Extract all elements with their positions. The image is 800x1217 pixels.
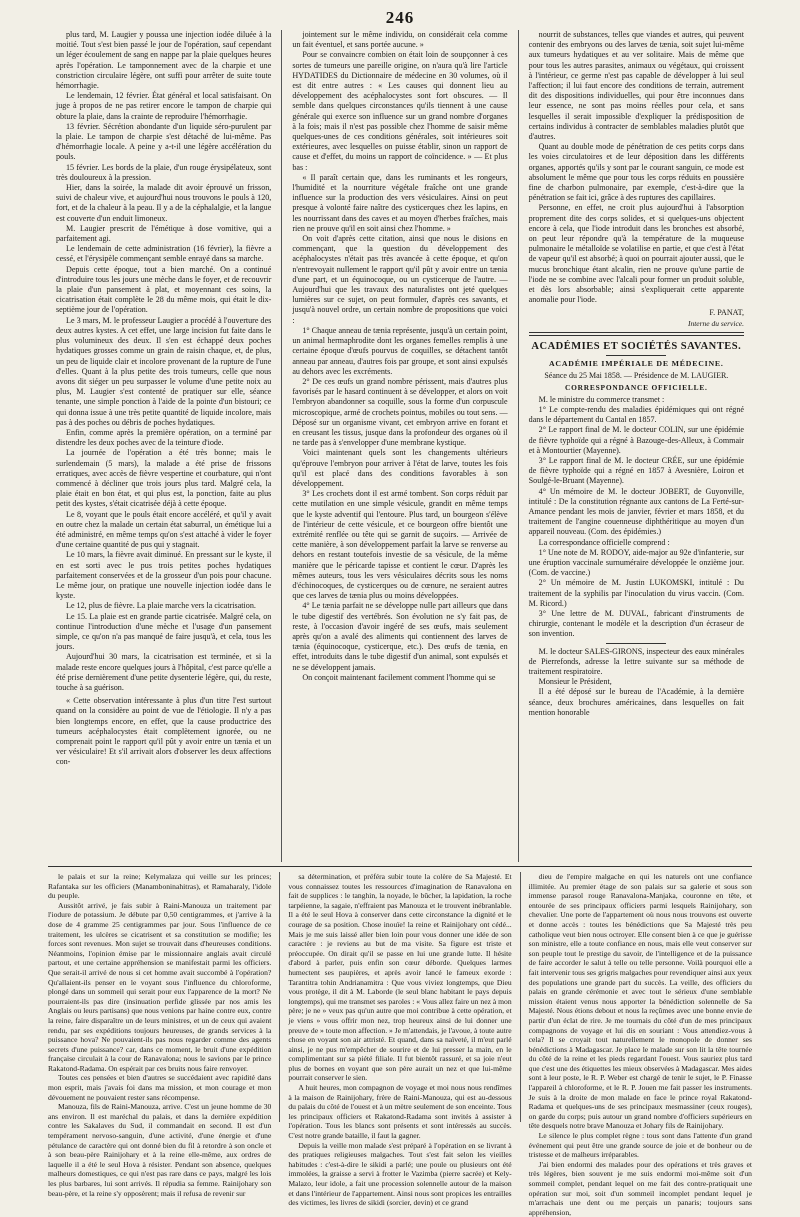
paragraph: Enfin, comme après la première opération, on a terminé par distendre les deux poches avec de la teinture d'iode. <box>56 427 272 448</box>
paragraph: « Cette observation intéressante à plus d'un titre l'est surtout quand on la considère au point de vue de l'étiologie. Il n'y a pas bien longtemps encore, en effet, que la cause productrice des tumeurs acéphalocystes était complètement ignorée, ou ne comprenait point le rapport qu'il pût y avoir entre un tænia et un ver vésiculaire! Et s'il arrivait alors d'observer les deux affections con- <box>56 696 272 767</box>
paragraph: Depuis la veille mon malade s'est préparé à l'opération en se livrant à des pratiques religieuses malgaches. Tout s'est fait selon les vieilles habitudes : c'est-à-dire le sikidi a parlé; une poule ou plusieurs ont été immolées, la graisse a servi à frotter le Vazimba (pierre sacrée) et Kely-Malazo, leur idole, a fait une procession solennelle autour de la maison et dans l'intérieur de l'appartement. Ainsi nous sont propices les entrailles des victimes, les livres de sikidi (sorcier, devin) et ce grand <box>288 1140 512 1208</box>
paragraph: J'ai bien endormi des malades pour des opérations et très graves et très légères, bien souvent je me suis endormi moi-même soit d'un sommeil complet, pendant lequel on me fait des contre-pratiquait une opération sur moi, soit d'un sommeil incomplet pendant lequel je m'arrachais une dent ou me perçais un panaris; toujours sans appréhension, <box>528 1159 752 1217</box>
paragraph: « Il paraît certain que, dans les ruminants et les rongeurs, l'humidité et la nourriture végétale fraîche ont une grande influence sur la production des vers vésiculaires. Ainsi on peut presque à volonté faire naître des cysticerques chez les lapins, en les nourrissant dans des caves et au moyen d'herbes fraîches, mais rien ne prouve qu'il en soit ainsi chez l'homme. » <box>292 172 508 233</box>
article-top <box>56 30 744 862</box>
section-title: ACADÉMIES ET SOCIÉTÉS SAVANTES. <box>531 340 742 352</box>
paragraph: 2° Un mémoire de M. Justin LUKOMSKI, intitulé : Du traitement de la syphilis par l'inoculation du virus vaccin. (Com. M. Ricord.) <box>528 578 744 608</box>
paragraph: M. le ministre du commerce transmet : <box>538 394 665 404</box>
column-divider <box>281 30 282 862</box>
paragraph: Le 3 mars, M. le professeur Laugier a procédé à l'ouverture des deux autres kystes. A cet effet, une large incision fut faite dans le plus volumineux des deux. Il s'en est échappé deux poches hydatiques grosses comme un grain de raisin chaque, et, de plus, un peu de liquide clair et incolore provenant de la rupture de l'une d'elles. Quant à la plus petite des trois tumeurs, celle que nous avons dit siéger un peu surpasser le volume d'une petite noix au plus, M. Laugier s'est contenté de pratiquer sur elle, séance tenante, une simple ponction à l'aide de la pointe d'un bistouri; ce qui donna issue à une très petite quantité de liquide incolore, mais pas à des poches ou débris de poches hydatiques. <box>56 315 272 427</box>
paragraph: Il a été déposé sur le bureau de l'Académie, à la dernière séance, deux brochures américaines, dans lesquelles on fait mention honorable <box>528 687 744 717</box>
paragraph: plus tard, M. Laugier y poussa une injection iodée diluée à la moitié. Tout s'est bien passé le jour de l'opération, sauf cependant un léger écoulement de sang en nappe par la plaie quelques heures après l'opération. Le tamponnement avec de la charpie et une constriction circulaire légère, ont suffi pour arrêter de suite toute hémorrhagie. <box>56 30 272 91</box>
bottom-column-2 <box>288 872 512 1208</box>
column-3 <box>529 30 744 862</box>
paragraph: 2° De ces œufs un grand nombre périssent, mais d'autres plus favorisés par le hasard continuent à se développer, et alors on voit l'embryon abandonner sa coquille, sous la forme d'un corpuscule microscopique, armé de crochets pointus, mobiles ou tout sens. — Déposé sur un organisme vivant, cet embryon arrive en forant et en creusant les tissus, jusque dans la profondeur des organes où il ne tarde pas à s'envelopper d'une membrane kystique. <box>292 376 508 448</box>
paragraph: Voici maintenant quels sont les changements ultérieurs qu'éprouve l'embryon pour arriver à l'état de larve, toutes les fois qu'il est placé dans des conditions favorables à son développement. <box>292 448 508 488</box>
paragraph: M. le docteur SALES-GIRONS, inspecteur des eaux minérales de Pierrefonds, adresse la lettre suivante sur sa méthode de traitement respiratoire. <box>528 646 744 676</box>
paragraph: Le 12, plus de fièvre. La plaie marche vers la cicatrisation. <box>66 601 256 611</box>
paragraph: M. Laugier prescrit de l'émétique à dose vomitive, qui a parfaitement agi. <box>56 223 272 244</box>
paragraph: 13 février. Sécrétion abondante d'un liquide séro-purulent par la plaie. Le tampon de charpie s'est détaché de lui-même. Pas d'hémorrhagie locale. A peine y a-t-il une légère accélération du pouls. <box>56 121 272 162</box>
paragraph: 1° Une note de M. RODOY, aide-major au 92e d'infanterie, sur une éruption vaccinale surnuméraire développée le onzième jour. (Com. de vaccine.) <box>528 547 744 578</box>
paragraph: Manouza, fils de Raini-Manouza, arrive. C'est un jeune homme de 30 ans environ. Il est maréchal du palais, et dans la dernière expédition contre les Sakalaves du Sud, il commandait en second. Il est d'un tempérament nervoso-sanguin, d'une activité, d'une énergie et d'une pétulance de caractère qui ont donné bien du fil à retordre à son oncle et à son beau-père Rainijohary et à la reine elle-même, aux ordres de laquelle il a été le seul Hova à résister. Pendant son absence, quelques malheurs domestiques, ce qui n'est pas rare dans ce pays, malgré les lois les plus barbares, lui sont arrivés. Il répudia sa femme. Rainijohary son beau-père, et la reine s'y opposèrent; mais il refusa de revenir sur <box>48 1102 272 1198</box>
paragraph: le palais et sur la reine; Kelymalaza qui veille sur les princes; Rafantaka sur les officiers (Manamboninahitras), et Ramaharaly, l'idole du peuple. <box>48 872 272 901</box>
paragraph: Le 15. La plaie est en grande partie cicatrisée. Malgré cela, on continue l'introduction d'une mèche et l'usage d'un pansement simple, ce qu'on n'a pas manqué de faire jusqu'à, et cela, tous les jours. <box>56 611 272 652</box>
column-divider <box>279 872 280 1122</box>
session-line: Séance du 25 Mai 1858. — Présidence de M. LAUGIER. <box>544 370 729 380</box>
academy-name: ACADÉMIE IMPÉRIALE DE MÉDECINE. <box>548 358 724 368</box>
horizontal-divider <box>48 866 752 867</box>
paragraph: Le 10 mars, la fièvre avait diminué. En pressant sur le kyste, il en est sorti avec le pus trois petites poches hydatiques parfaitement conservées et de la grosseur d'un pois pour chacune. Le même jour, on pratique une nouvelle injection iodée dans le kyste. <box>56 550 272 601</box>
short-rule <box>606 643 666 644</box>
paragraph: Quant au double mode de pénétration de ces petits corps dans les voies circulatoires et de leur déposition dans les différents organes, apportés qu'ils y sont par le courant sanguin, ce mode est absolument le même que pour tous les corps réduits en poussière fine de charbon pulmonaire, par exemple, c'est-à-dire que la pénétration se fait ici, grâce à des ruptures des capillaires. <box>528 142 744 203</box>
page-number: 246 <box>385 8 415 27</box>
paragraph: Le lendemain de cette administration (16 février), la fièvre a cessé, et l'érysipèle commençant semble enrayé dans sa marche. <box>56 244 272 264</box>
section-separator <box>529 332 744 336</box>
short-rule <box>606 355 666 356</box>
paragraph: dieu de l'empire malgache en qui les naturels ont une confiance illimitée. Au premier étage de son palais sur sa galerie et sous son immense parasol rouge Ranavalona-Manjaka, couronne en tête, et entourée de ses principaux officiers parmi lesquels Rainijohary, son chevalier. Une porte de l'appartement où nous nous trouvons est ouverte et donne accès : toutes les bénédictions que Sa Majesté très peu catholique veut bien nous octroyer. Elle consent bien à ce que je guérisse son ministre, elle a toute confiance en nous, mais elle veut conserver sur son peuple tout le prestige du savoir, de l'intelligence et de la puissance de faire accorder le salut à telle ou telle personne. Voilà pourquoi elle a fait intervenir tous ses grigris malgaches pour revendiquer ainsi aux yeux des populations une grande part du succès. La veille, des officiers du palais en grande cérémonie et avec tout le sérieux d'une semblable mission étaient venus nous apporter la bénédiction solennelle de Sa Majesté. Nous étions debout et nous la reçûmes avec une bonne envie de partir d'un éclat de rire. Je me tournais du côté d'un de mes principaux compagnons de voyage et lui dis en souriant : Vous attendiez-vous à cela? Il se croyait tout naturellement le monopole de donner ses bénédictions à Madagascar. Je place le malade sur son lit la tête tournée du côté de la reine et les pieds regardant l'ouest. Vous sauriez plus tard que c'est une des étiquettes les mieux observées à Madagascar. Mes aides sont à leur poste, le R. P. Weber est chargé de tenir le sujet, le P. Finasse l'appareil à chloroforme, et le R. P. Jouen me fait passer les instruments. Je suis à la droite de mon malade en face le prince royal Rakatond-Radama et quelques-uns de ses principaux mesmassiner (ceux rouges), on garde du corps; puis autour un grand nombre d'officiers supérieurs en tête desquels notre brave Manouza et Johary fils de Rainijohary. <box>528 872 752 1131</box>
column-divider <box>520 872 521 1122</box>
paragraph: Le 8, voyant que le pouls était encore accéléré, et qu'il y avait en outre chez la malade un certain état saburral, un émétique lui a été administré, en même temps qu'on s'est attaché à vider le foyer d'une certaine quantité de pus qui y stagnait. <box>56 509 272 550</box>
signature: F. PANAT, <box>709 308 744 318</box>
paragraph: sa détermination, et préféra subir toute la colère de Sa Majesté. Et vous connaissez toutes les ressources d'imagination de Ranavalona en fait de supplices : le tanghin, la noyade, le bûcher, la lapidation, la roche tarpéienne, la sagaie, n'effraient pas Manouza et le trouvent inébranlable. Il a été le seul Hova à conserver dans cette circonstance la dignité et le courage de sa position. Chose inouïe! la reine et Rainijohary ont cédé... Mais je me suis laissé aller bien loin pour vous donner une idée de son caractère : je reviens au but de ma visite. Sa figure est triste et préoccupée. On dirait qu'il se passe en lui une grande lutte. Il hésite d'abord à parler, puis enfin son cœur déborde. Quelques larmes humectent ses paupières, et après avoir lancé le fameux exorde : Tarantitra tohin Andrianamitra : Que vous viviez longtemps, que Dieu vous protège, il dit à M. Laborde (le seul blanc habitant le pays depuis longtemps), qui me transmet ses paroles : « Vous allez faire un nez à mon père; je ne » veux pas qu'un autre que moi contribue à cette opération, et je viens » vous offrir mon nez, trop heureux ainsi de lui donner une preuve de » toute mon affection. » Je m'attendais, je l'avoue, à toute autre chose en voyant son air attristé. Et quand, dans sa naïveté, il m'eut parlé ainsi, je ne pus m'empêcher de sourire et de lui presser la main, en le complimentant sur sa piété filiale. Il fut bientôt rassuré, et sa joie n'eut plus de bornes en voyant que son père aurait un nez et que lui-même pourrait conserver le sien. <box>288 872 512 1083</box>
paragraph: A huit heures, mon compagnon de voyage et moi nous nous rendîmes à la maison de Rainijohary, frère de Raini-Manouza, qui est au-dessous du palais du côté de l'ouest et à un mètre seulement de son enceinte. Tous les principaux officiers et Rakatond-Radama sont invités à assister à l'opération. Tous les blancs sont présents et sont intéressés au succès. C'est notre grande bataille, il faut la gagner. <box>288 1083 512 1141</box>
correspondence-title: CORRESPONDANCE OFFICIELLE. <box>564 382 708 392</box>
paragraph: Depuis cette époque, tout a bien marché. On a continué d'introduire tous les jours une mèche dans le foyer, et de recouvrir la plaie d'un pansement à plat, et moyennant ces soins, la cicatrisation était complète le 28 du même mois, qui était le dix-septième jour de l'opération. <box>56 264 272 315</box>
column-divider <box>518 30 519 862</box>
column-2 <box>292 30 507 862</box>
feuilleton <box>48 872 752 1217</box>
paragraph: jointement sur le même individu, on considérait cela comme un fait éventuel, et sans portée aucune. » <box>292 30 508 50</box>
paragraph: Pour se convaincre combien on était loin de soupçonner à ces sortes de tumeurs une pareille origine, on n'aura qu'à lire l'article HYDATIDES du Dictionnaire de médecine en 30 volumes, où il est dit entre autres : « Les causes qui donnent lieu au développement des acéphalocystes sont fort obscures. — Il semble dans quelques circonstances qu'ils tiennent à une cause générale qui exerce son influence sur un grand nombre d'organes à la fois; mais il n'est pas possible chez l'homme de saisir même quelques-unes de ces conditions générales, soit intérieures soit extérieures, avec lesquelles on puisse établir, sinon un rapport de cause et d'effet, du moins un rapport de coïncidence. » — Et plus bas : <box>292 50 508 172</box>
paragraph: On voit d'après cette citation, ainsi que nous le disions en commençant, que la question du développement des acéphalocystes n'était pas très avancée à cette époque, et qu'on n'entrevoyait nullement le rapport qu'il pût y avoir entre un tænia d'une part, et un équinocoque, ou un cysticerque de l'autre. — Aujourd'hui que les travaux des naturalistes ont jeté quelques lumières sur ce sujet, on peut formuler, d'après ces savants, et jusqu'à nouvel ordre, un certain nombre de propositions que voici : <box>292 234 508 325</box>
paragraph: Aussitôt arrivé, je fais subir à Raini-Manouza un traitement par l'iodure de potassium. Je débute par 0,50 centigrammes, et j'arrive à la dose de 4 gramme 25 centigrammes par jour. Sous l'influence de ce traitement, les ulcères se cicatrisent et sa constitution se modifie; les forces sont revenues. Mon sujet se trouvait dans d'heureuses conditions. Néanmoins, l'opinion émise par le missionnaire anglais avait circulé partout, et une certaine appréhension se manifestait parmi les officiers. Que serait-il arrivé de nous si cet homme avait succombé à l'opération? Qu'allaient-ils penser en le voyant sous l'influence du chloroforme, plongé dans un sommeil qui serait pour eux l'apparence de la mort? Ne pourraient-ils pas dire (insinuation perfide glissée par nos amis les Anglais ou leurs partisans) que nous venions par haine contre eux, contre la reine, faire disparaître un de leurs ministres, et un de ceux qui avaient rendu, par ses expéditions toujours heureuses, de grands services à la puissance hova? Ne pouvaient-ils pas nous regarder comme des agents secrets d'une puissance? car, dans ce moment, le bruit d'une expédition française circulait à la cour de Ranavalona; nous le savions par le prince Rakatond-Radama. On espérait par ces bruits nous faire renvoyer. <box>48 900 272 1073</box>
paragraph: Personne, en effet, ne croit plus aujourd'hui à l'absorption proprement dite des corps solides, et si quelques-uns objectent encore à cela, que l'iode introduit dans les bronches est absorbé, on peut leur répondre qu'à la température de la muqueuse pulmonaire le métalloïde se volatilise en partie, et que c'est à l'état de vapeur qu'il est absorbé; à quoi on pourrait ajouter aussi, que le mucus bronchique étant alcalin, rien ne prouve qu'une partie de l'iode ne se combine avec l'alcali pour former un produit soluble, et dès lors absorbable; ainsi s'expliquerait cette apparente anomalie pour l'iode. <box>528 203 744 305</box>
signature-role: Interne du service. <box>687 318 744 328</box>
paragraph: Monsieur le Président, <box>538 677 612 687</box>
paragraph: 4° Un mémoire de M. le docteur JOBERT, de Guyonville, intitulé : De la constitution régnante aux cantons de La Ferté-sur-Amance pendant les mois de janvier, février et mars 1858, et du traitement de l'angine couenneuse diphthéritique au moyen d'un appareil nouveau. (Com. des épidémies.) <box>528 486 744 537</box>
paragraph: 3° Les crochets dont il est armé tombent. Son corps réduit par cette mutilation en une simple vésicule, grandit en même temps que le kyste adventif qui l'entoure. Plus tard, un bourgeon s'élève de l'intérieur de cette vésicule, et ce bourgeon offre bientôt une extrémité renflée ou tête qui se garnit de suçoirs. — Arrivée de cette manière, à son développement parfait la larve se renverse au dehors en restant toutefois investie de sa vésicule, de la même manière que le péricarde tapisse et contient le cœur. D'après les mêmes auteurs, tous les vers vésiculaires décrits sous les noms d'échinocoques, de cysticerques ou de cœnure, ne seraient autres que ces larves de tænia plus ou moins développées. <box>292 489 508 601</box>
paragraph: 3° Le rapport final de M. le docteur CRÉE, sur une épidémie de fièvre typhoïde qui a régné en 1857 à Avesnière, Loiron et Soulgé-le-Bruant (Mayenne). <box>528 455 744 486</box>
paragraph: Le silence le plus complet règne : tous sont dans l'attente d'un grand événement qui peut être une grande source de joie et de bonheur ou de tristesse et de malheurs irréparables. <box>528 1131 752 1160</box>
paragraph: 3° Une lettre de M. DUVAL, fabricant d'instruments de chirurgie, contenant le modèle et la description d'un écraseur de son invention. <box>528 608 744 639</box>
paragraph: Le lendemain, 12 février. État général et local satisfaisant. On juge à propos de ne pas retirer encore le tampon de charpie qui obture la plaie, dans la crainte de reproduire l'hémorrhagie. <box>56 91 272 121</box>
paragraph: Hier, dans la soirée, la malade dit avoir éprouvé un frisson, suivi de chaleur vive, et aujourd'hui nous trouvons le pouls à 120, fort, et de la chaleur à la peau. Il y a de la céphalalgie, et la langue est couverte d'un enduit limoneux. <box>56 183 272 223</box>
paragraph: La correspondance officielle comprend : <box>538 537 670 547</box>
paragraph: Aujourd'hui 30 mars, la cicatrisation est terminée, et si la malade reste encore quelques jours à l'hôpital, c'est parce qu'elle a été prise dernièrement d'une petite dysenterie légère, qui, du reste, touche à sa guérison. <box>56 652 272 692</box>
bottom-column-3 <box>528 872 752 1217</box>
paragraph: 1° Le compte-rendu des maladies épidémiques qui ont régné dans le département du Cantal en 1857. <box>528 404 744 425</box>
paragraph: 1° Chaque anneau de tænia représente, jusqu'à un certain point, un animal hermaphrodite dont les organes femelles remplis à une certaine époque d'œufs pourvus de coquilles, se détachent tantôt anneau par anneau, d'autres fois par groupe, et sont ainsi expulsés au dehors avec les excréments. <box>292 325 508 376</box>
column-1 <box>56 30 271 862</box>
paragraph: nourrit de substances, telles que viandes et autres, qui peuvent contenir des embryons ou des larves de tænia, soit sujet lui-même aux tumeurs hydatiques et au ver solitaire. Mais de même que pour tous les autres parasites, animaux ou végétaux, qui croissent à l'intérieur, ce germe n'est pas capable de développer à lui seul l'affection; il lui faut encore des conditions de terrain, autrement dit des dispositions individuelles, qui pour être inconnues dans leur essence, ne sont pas moins réelles pour cela, et sans lesquelles il serait impossible d'expliquer la prédisposition de certains individus à contracter de semblables maladies plutôt que d'autres. <box>528 30 744 142</box>
paragraph: 15 février. Les bords de la plaie, d'un rouge érysipélateux, sont très douloureux à la pression. <box>56 162 272 182</box>
bottom-column-1 <box>48 872 272 1198</box>
paragraph: 4° Le tænia parfait ne se développe nulle part ailleurs que dans le tube digestif des vertébrés. Son évolution ne s'y fait pas, de reste, à l'occasion d'avoir ingéré de ses œufs, mais seulement après qu'on a avalé des aliments qui contiennent des larves de tænia (équinocoque, cysticerque, etc.). Des œufs de tænia, en effet, introduits dans le tube digestif d'un animal, sont expulsés et ne se développent jamais. <box>292 601 508 672</box>
paragraph: Toutes ces pensées et bien d'autres se succédaient avec rapidité dans mon esprit, mais j'avais foi dans ma mission, et mon courage et mon dévouement ne pouvaient rester sans récompense. <box>48 1073 272 1102</box>
paragraph: La journée de l'opération a été très bonne; mais le surlendemain (5 mars), la malade a été prise de frissons erratiques, avec accès de fièvre vespertine et courbature, qui n'ont commencé à décliner que trois jours plus tard. Malgré cela, la plaie était en bon état, et qui plus est, la ponction, faite au plus petit des kystes, s'était cicatrisée déjà à cette époque. <box>56 448 272 509</box>
paragraph: On conçoit maintenant facilement comment l'homme qui se <box>302 672 496 682</box>
paragraph: 2° Le rapport final de M. le docteur COLIN, sur une épidémie de fièvre typhoïde qui a régné à Bazouge-des-Alleux, à Commair et à Montourtier (Mayenne). <box>528 425 744 455</box>
